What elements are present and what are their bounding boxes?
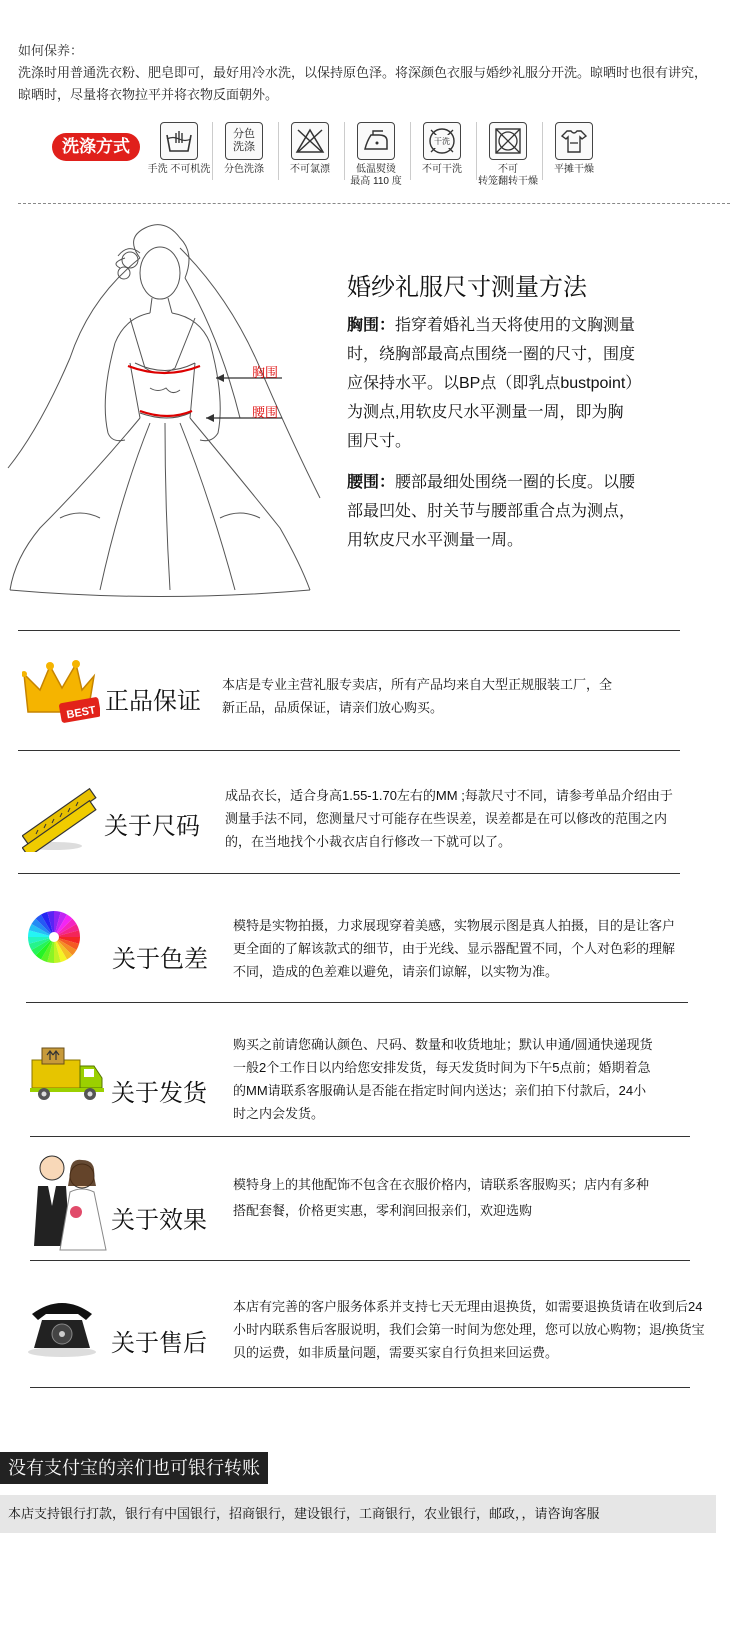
care-text: 洗涤时用普通洗衣粉、肥皂即可，最好用冷水洗，以保持原色泽。将深颜色衣服与婚纱礼服分开洗。晾晒时也很有讲究，晾晒时，尽量将衣物拉平并将衣物反面朝外。 <box>18 65 708 102</box>
section-title: 关于发货 <box>111 1080 207 1107</box>
wash-method-badge: 洗涤方式 <box>52 133 140 161</box>
dashed-divider <box>18 203 730 204</box>
section-title: 正品保证 <box>105 688 201 715</box>
hand-wash-icon <box>160 122 198 160</box>
iron-low-icon <box>357 122 395 160</box>
wash-label: 分色洗涤 <box>224 164 264 175</box>
no-dry-clean-icon: 干洗 <box>423 122 461 160</box>
svg-text:BEST: BEST <box>65 704 97 722</box>
section-divider <box>18 630 680 631</box>
section-divider <box>30 1136 690 1137</box>
wash-item-no-tumble <box>474 122 542 188</box>
bank-transfer-title: 没有支付宝的亲们也可银行转账 <box>0 1452 268 1484</box>
flat-dry-icon <box>555 122 593 160</box>
wash-label: 低温熨烫 最高 110 度 <box>350 164 402 187</box>
tape-measure-icon <box>22 782 100 852</box>
section-text: 模特身上的其他配饰不包含在衣服价格内，请联系客服购买；店内有多种搭配套餐，价格更实惠，零利润回报亲们，欢迎选购 <box>233 1177 650 1218</box>
section-divider <box>30 1260 690 1261</box>
wash-item-hand-wash <box>145 122 213 176</box>
section-divider <box>18 750 680 751</box>
wash-item-separate <box>210 122 278 176</box>
section-divider <box>26 1002 688 1003</box>
wash-item-no-dry-clean <box>408 122 476 176</box>
wedding-dress-illustration <box>0 218 330 598</box>
best-crown-icon <box>22 660 100 730</box>
section-title: 关于色差 <box>112 946 208 973</box>
no-bleach-icon <box>291 122 329 160</box>
section-title: 关于效果 <box>111 1207 207 1234</box>
waist-paragraph <box>347 468 637 555</box>
telephone-icon <box>24 1290 102 1360</box>
section-text: 模特是实物拍摄，力求展现穿着美感，实物展示图是真人拍摄，目的是让客户更全面的了解该款式的细节，由于光线、显示器配置不同，个人对色彩的理解不同，造成的色差难以避免，请亲们谅解，以实物为准。 <box>233 918 676 979</box>
wash-item-no-bleach <box>276 122 344 176</box>
bride-groom-icon <box>30 1146 108 1256</box>
chest-text: 指穿着婚礼当天将使用的文胸测量时，绕胸部最高点围绕一圈的尺寸，围度应保持水平。以BP点（即乳点bustpoint）为测点,用软皮尺水平测量一周，即为胸围尺寸。 <box>347 317 636 450</box>
section-text: 本店是专业主营礼服专卖店，所有产品均来自大型正规服装工厂，全新正品，品质保证，请亲们放心购买。 <box>222 677 613 715</box>
wash-label: 手洗 不可机洗 <box>147 164 211 175</box>
section-title: 关于尺码 <box>104 813 200 840</box>
section-text: 购买之前请您确认颜色、尺码、数量和收货地址；默认申通/圆通快递现货一般2个工作日以内给您安排发货，每天发货时间为下午5点前；婚期着急的MM请联系客服确认是否能在指定时间内送达；亲们拍下付款后，24小时之内会发货。 <box>233 1037 653 1121</box>
separate-wash-icon: 分色 洗涤 <box>225 122 263 160</box>
section-divider <box>18 873 680 874</box>
chest-heading: 胸围： <box>347 317 396 334</box>
section-title: 关于售后 <box>111 1330 207 1357</box>
section-divider <box>30 1387 690 1388</box>
color-wheel-icon <box>24 905 102 975</box>
bank-transfer-text: 本店支持银行打款，银行有中国银行，招商银行，建设银行，工商银行，农业银行，邮政，，请咨询客服 <box>0 1495 716 1533</box>
waist-heading: 腰围： <box>347 474 396 491</box>
chest-label: 胸围 <box>252 365 279 380</box>
no-tumble-dry-icon <box>489 122 527 160</box>
waist-label: 腰围 <box>252 405 279 420</box>
wash-label: 不可 转笼翻转干燥 <box>478 164 538 187</box>
chest-paragraph <box>347 311 637 456</box>
wash-label: 不可氯漂 <box>290 164 330 175</box>
care-title: 如何保养： <box>18 43 84 58</box>
wash-item-iron <box>342 122 410 188</box>
wash-label: 不可干洗 <box>422 164 462 175</box>
section-text: 成品衣长，适合身高1.55-1.70左右的MM ;每款尺寸不同，请参考单品介绍由于测量手法不同，您测量尺寸可能存在些误差，误差都是在可以修改的范围之内的，在当地找个小裁衣店自行修改一下就可以了。 <box>225 788 673 849</box>
delivery-truck-icon <box>28 1040 106 1110</box>
wash-item-flat-dry <box>540 122 608 176</box>
wash-label: 平摊干燥 <box>554 164 594 175</box>
section-text: 本店有完善的客户服务体系并支持七天无理由退换货，如需要退换货请在收到后24小时内联系售后客服说明，我们会第一时间为您处理，您可以放心购物；退/换货宝贝的运费，如非质量问题，需要买家自行负担来回运费。 <box>233 1299 705 1360</box>
waist-text: 腰部最细处围绕一圈的长度。以腰部最凹处、肘关节与腰部重合点为测点，用软皮尺水平测量一周。 <box>347 474 636 549</box>
measure-title: 婚纱礼服尺寸测量方法 <box>347 274 587 301</box>
